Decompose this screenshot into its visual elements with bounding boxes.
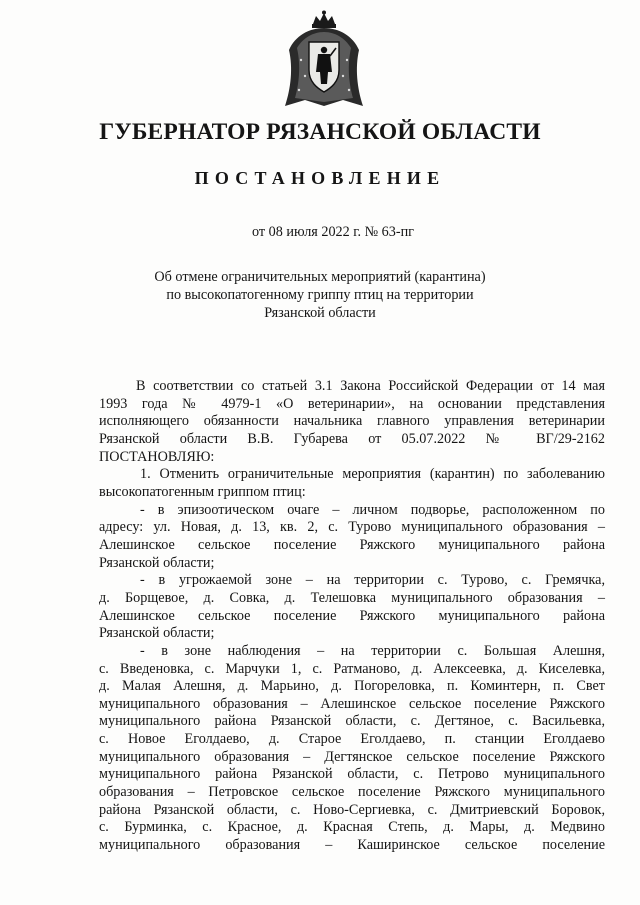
body-line: муниципального района Рязанской области, с. Дегтяное, с. Васильевка, (99, 713, 605, 730)
issuer-heading: ГУБЕРНАТОР РЯЗАНСКОЙ ОБЛАСТИ (99, 119, 541, 145)
body-line: муниципального образования – Дегтянское сельское поселение Ряжского (99, 748, 605, 765)
body-line: Рязанской области; (99, 554, 215, 571)
title-line: по высокопатогенному гриппу птиц на территории (166, 287, 474, 303)
body-line: муниципального образования – Каширинское сельское поселение (99, 837, 605, 854)
body-line: - в угрожаемой зоне – на территории с. Турово, с. Гремячка, (140, 572, 605, 589)
document-title (0, 268, 640, 322)
body-line: муниципального района Рязанской области, с. Петрово муниципального (99, 766, 605, 783)
body-line: муниципального образования – Алешинское сельское поселение Ряжского (99, 695, 605, 712)
body-line: Рязанской области В.В. Губарева от 05.07.2022 № ВГ/29-2162 (99, 430, 605, 447)
body-line: Алешинское сельское поселение Ряжского муниципального района (99, 536, 605, 553)
document-body (99, 378, 605, 855)
body-line: Рязанской области; (99, 625, 215, 642)
body-line: 1993 года № 4979-1 «О ветеринарии», на основании представления (99, 395, 605, 412)
title-line: Рязанской области (264, 305, 376, 321)
body-line: д. Борщевое, д. Совка, д. Телешовка муниципального образования – (99, 589, 605, 606)
body-line: района Рязанской области, с. Ново-Сергиевка, с. Дмитриевский Боровок, (99, 801, 605, 818)
body-line: 1. Отменить ограничительные мероприятия (карантин) по заболеванию (140, 466, 605, 483)
document-date-number: от 08 июля 2022 г. № 63-пг (251, 224, 415, 240)
body-line: ПОСТАНОВЛЯЮ: (99, 448, 215, 465)
body-line: д. Малая Алешня, д. Марьино, д. Погореловка, п. Коминтерн, п. Свет (99, 678, 605, 695)
body-line: В соответствии со статьей 3.1 Закона Российской Федерации от 14 мая (136, 378, 605, 394)
body-line: образования – Петровское сельское поселение Ряжского муниципального (99, 784, 605, 801)
body-line: Алешинское сельское поселение Ряжского муниципального района (99, 607, 605, 624)
body-line: с. Новое Еголдаево, д. Старое Еголдаево, п. станции Еголдаево (99, 731, 605, 748)
body-line: адресу: ул. Новая, д. 13, кв. 2, с. Турово муниципального образования – (99, 519, 605, 536)
title-line: Об отмене ограничительных мероприятий (карантина) (154, 269, 486, 285)
body-line: - в эпизоотическом очаге – личном подворье, расположенном по (140, 501, 605, 518)
body-line: исполняющего обязанности начальника главного управления ветеринарии (99, 413, 605, 430)
body-line: высокопатогенным гриппом птиц: (99, 483, 306, 500)
ryazan-coat-of-arms-emblem (283, 10, 365, 112)
body-line: - в зоне наблюдения – на территории с. Большая Алешня, (140, 642, 605, 659)
document-type-heading: ПОСТАНОВЛЕНИЕ (194, 168, 446, 188)
body-line: с. Введеновка, с. Марчуки 1, с. Ратманово, д. Алексеевка, д. Киселевка, (99, 660, 605, 677)
body-line: с. Бурминка, с. Красное, д. Красная Степь, д. Мары, д. Медвино (99, 819, 605, 836)
